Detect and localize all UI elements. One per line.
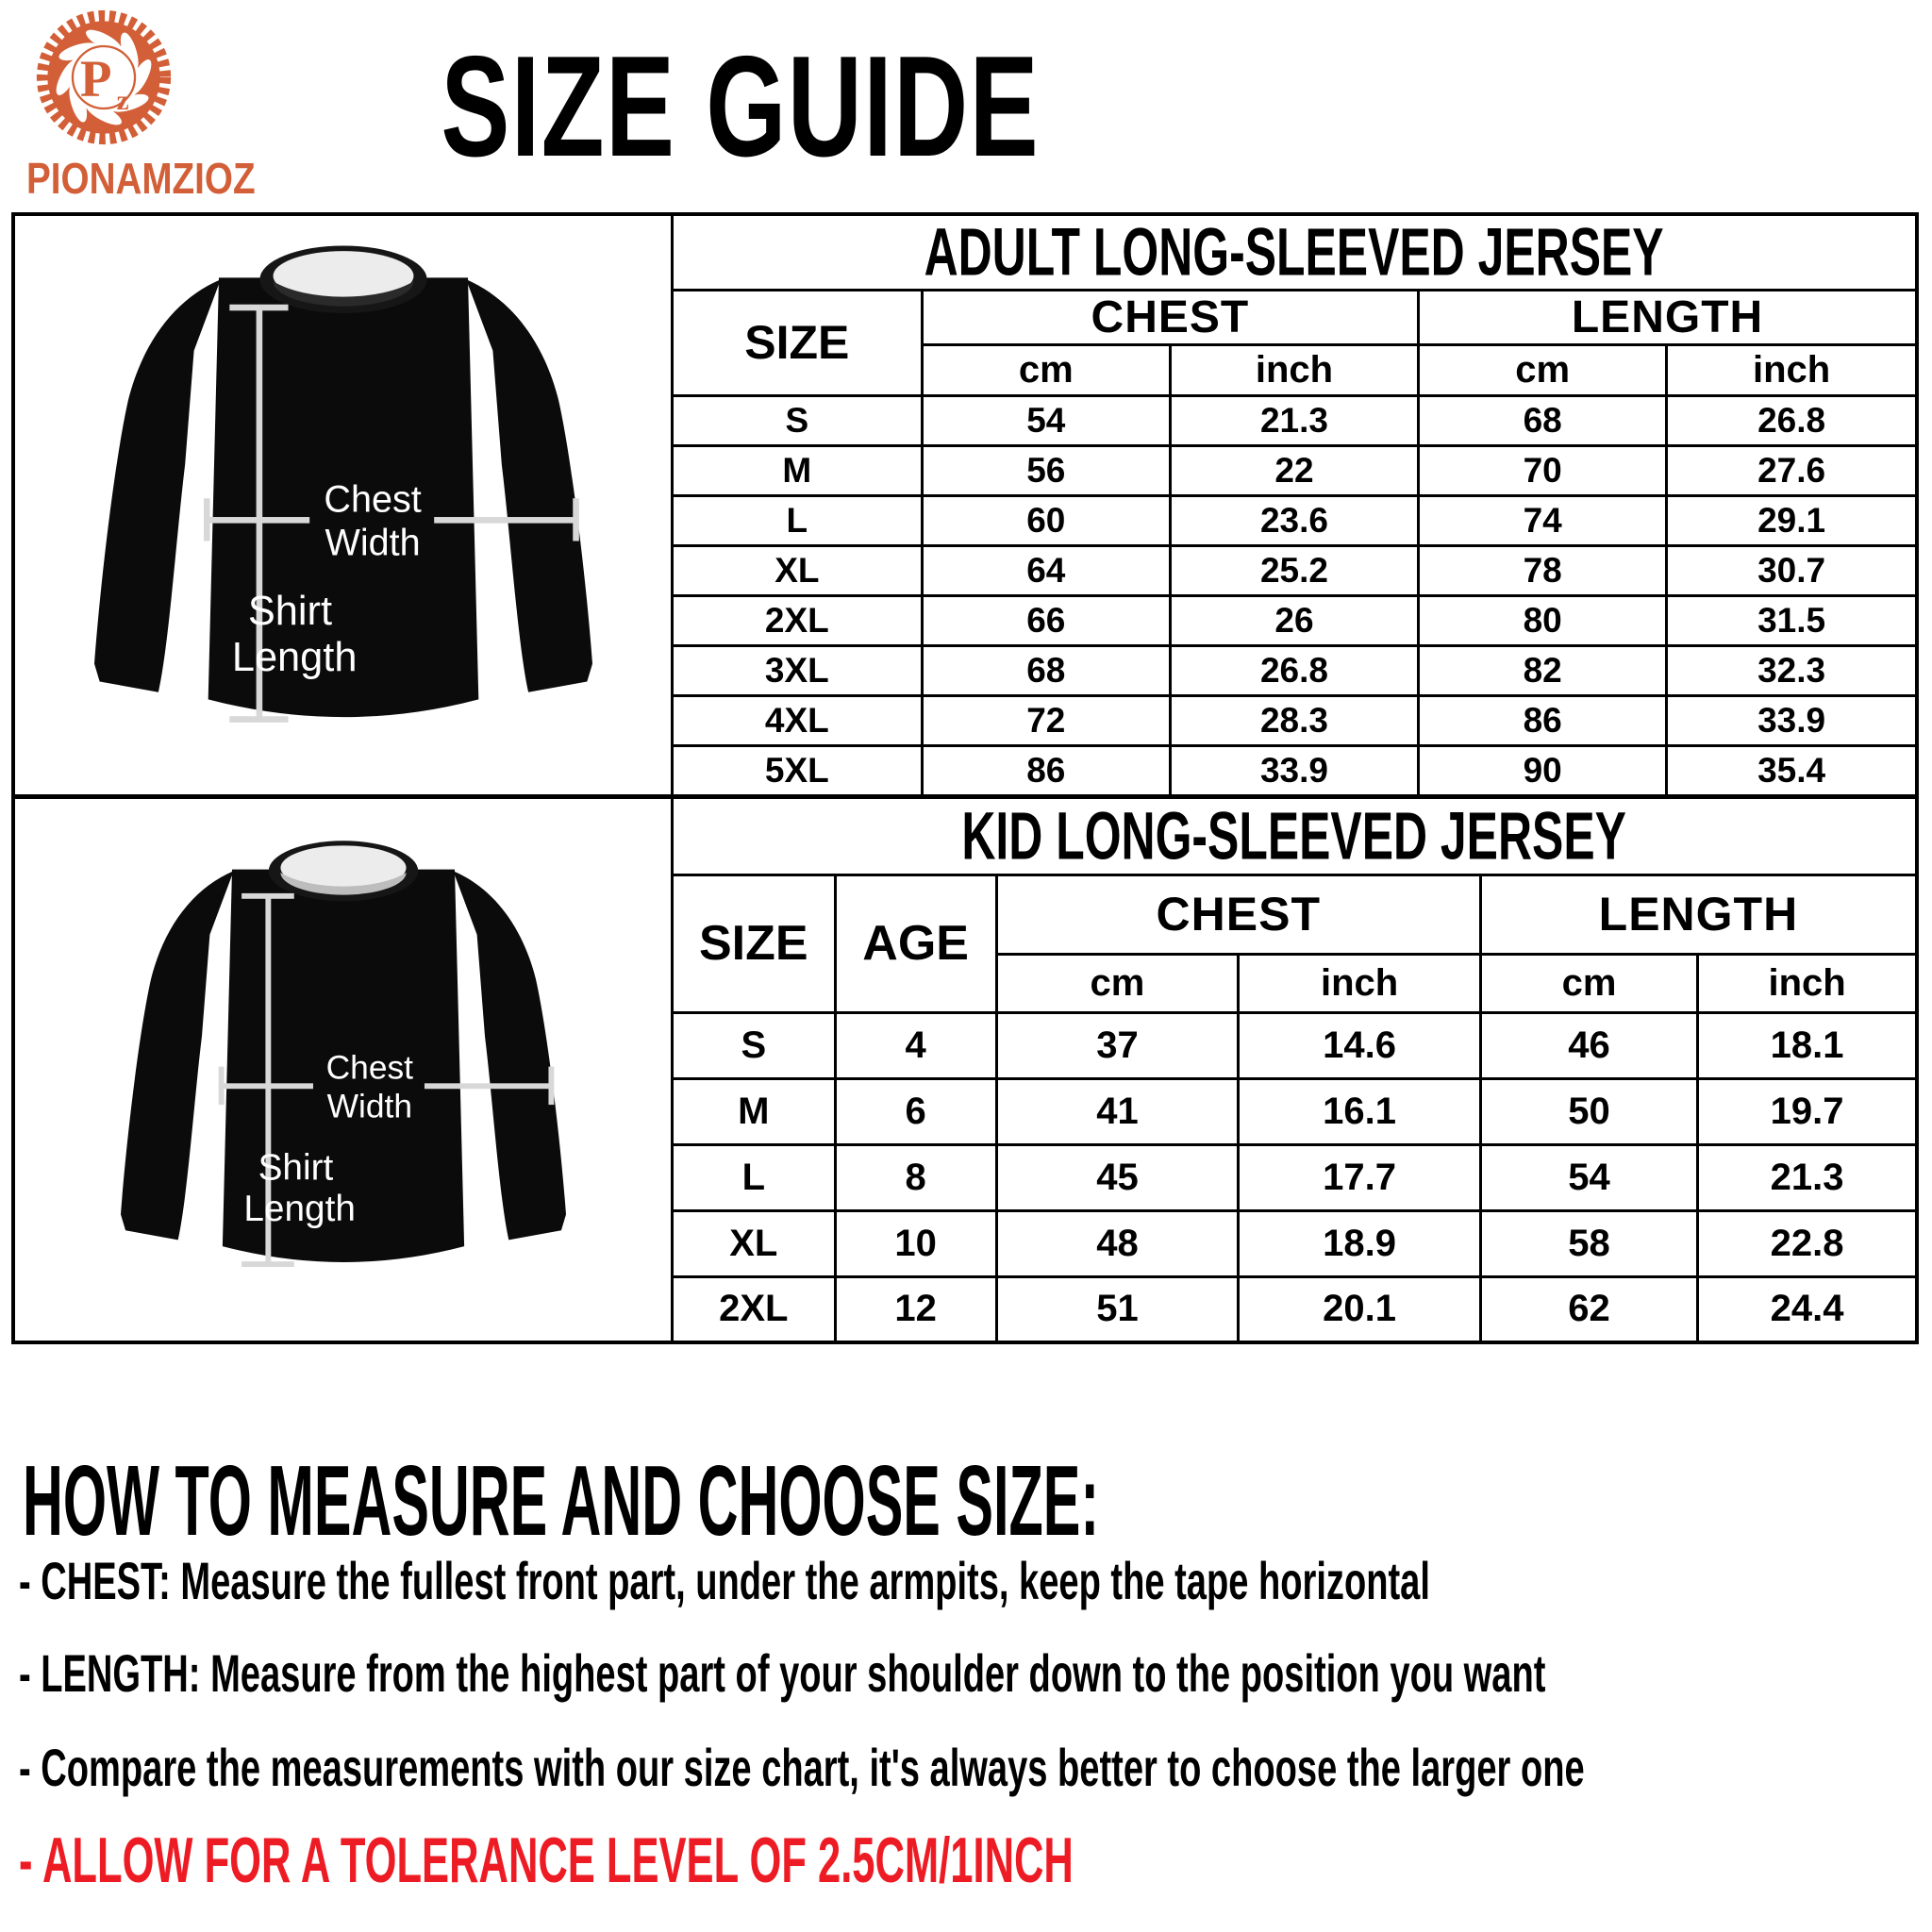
howto-item-text: Measure the fullest front part, under the armpits, keep the tape horizontal	[180, 1551, 1430, 1610]
size-value: M	[674, 1078, 835, 1144]
adult-table-title: ADULT LONG-SLEEVED JERSEY	[674, 216, 1915, 290]
kid-table-title: KID LONG-SLEEVED JERSEY	[674, 799, 1915, 874]
chest-inch-value: 16.1	[1239, 1078, 1481, 1144]
chest-inch-value: 14.6	[1239, 1012, 1481, 1078]
table-row	[674, 595, 1915, 645]
chest-width-label-line1: Chest	[323, 478, 422, 521]
length-cm-value: 54	[1480, 1144, 1697, 1210]
table-row	[674, 395, 1915, 445]
chest-width-label-line2: Width	[325, 522, 421, 564]
chest-inch-value: 26	[1170, 595, 1418, 645]
table-row	[674, 445, 1915, 495]
tolerance-note: - ALLOW FOR A TOLERANCE LEVEL OF 2.5CM/1INCH	[19, 1824, 1074, 1896]
size-value: 2XL	[674, 595, 922, 645]
logo-monogram-sub: z	[116, 85, 129, 116]
adult-size-table-cell	[674, 216, 1915, 799]
shirt-length-label-line2: Length	[231, 635, 357, 681]
howto-item-text: Measure from the highest part of your shoulder down to the position you want	[210, 1643, 1546, 1703]
chest-inch-value: 28.3	[1170, 696, 1418, 746]
table-row	[674, 1210, 1915, 1276]
col-header-chest-cm: cm	[922, 344, 1170, 395]
table-row	[674, 495, 1915, 545]
length-inch-value: 24.4	[1698, 1276, 1915, 1341]
kid-long-sleeve-shirt-illustration	[65, 814, 622, 1325]
col-header-chest: CHEST	[922, 290, 1418, 344]
length-inch-value: 27.6	[1667, 445, 1915, 495]
length-inch-value: 29.1	[1667, 495, 1915, 545]
chest-width-label-line2: Width	[326, 1088, 412, 1125]
age-value: 4	[835, 1012, 996, 1078]
col-header-chest-cm: cm	[996, 954, 1239, 1012]
col-header-age: AGE	[835, 874, 996, 1012]
size-value: 2XL	[674, 1276, 835, 1341]
chest-cm-value: 45	[996, 1144, 1239, 1210]
length-cm-value: 46	[1480, 1012, 1697, 1078]
age-value: 12	[835, 1276, 996, 1341]
chest-cm-value: 51	[996, 1276, 1239, 1341]
length-inch-value: 18.1	[1698, 1012, 1915, 1078]
howto-item-label: - CHEST:	[19, 1551, 171, 1610]
age-value: 10	[835, 1210, 996, 1276]
length-inch-value: 31.5	[1667, 595, 1915, 645]
length-inch-value: 35.4	[1667, 746, 1915, 794]
size-value: XL	[674, 545, 922, 595]
size-value: XL	[674, 1210, 835, 1276]
length-cm-value: 70	[1419, 445, 1667, 495]
logo-monogram-main: P	[79, 49, 112, 108]
size-value: L	[674, 1144, 835, 1210]
chest-inch-value: 18.9	[1239, 1210, 1481, 1276]
chest-inch-value: 25.2	[1170, 545, 1418, 595]
howto-item-chest	[19, 1551, 1932, 1610]
chest-cm-value: 68	[922, 645, 1170, 695]
length-cm-value: 90	[1419, 746, 1667, 794]
size-value: L	[674, 495, 922, 545]
col-header-length: LENGTH	[1419, 290, 1915, 344]
length-inch-value: 33.9	[1667, 696, 1915, 746]
col-header-chest: CHEST	[996, 874, 1480, 954]
size-value: S	[674, 395, 922, 445]
chest-cm-value: 48	[996, 1210, 1239, 1276]
kid-size-table	[674, 799, 1915, 1341]
chest-inch-value: 23.6	[1170, 495, 1418, 545]
table-row	[674, 1012, 1915, 1078]
size-value: 4XL	[674, 696, 922, 746]
shirt-length-label-line1: Shirt	[247, 589, 332, 635]
size-value: 5XL	[674, 746, 922, 794]
length-cm-value: 62	[1480, 1276, 1697, 1341]
brand-name: PIONAMZIOZ	[26, 154, 256, 203]
howto-item-length	[19, 1643, 1932, 1703]
length-cm-value: 68	[1419, 395, 1667, 445]
size-chart-board	[11, 212, 1919, 1344]
length-cm-value: 78	[1419, 545, 1667, 595]
length-cm-value: 80	[1419, 595, 1667, 645]
chest-inch-value: 21.3	[1170, 395, 1418, 445]
chest-width-label-line1: Chest	[325, 1049, 413, 1087]
kid-shirt-diagram	[15, 799, 674, 1341]
table-row	[674, 696, 1915, 746]
size-value: S	[674, 1012, 835, 1078]
length-inch-value: 19.7	[1698, 1078, 1915, 1144]
kid-size-table-cell	[674, 799, 1915, 1341]
length-inch-value: 22.8	[1698, 1210, 1915, 1276]
col-header-length: LENGTH	[1480, 874, 1915, 954]
chest-cm-value: 60	[922, 495, 1170, 545]
col-header-size: SIZE	[674, 290, 922, 395]
adult-long-sleeve-shirt-illustration	[32, 216, 655, 788]
chest-cm-value: 66	[922, 595, 1170, 645]
kid-table-title-row	[674, 799, 1915, 874]
chest-inch-value: 22	[1170, 445, 1418, 495]
age-value: 6	[835, 1078, 996, 1144]
length-cm-value: 86	[1419, 696, 1667, 746]
length-inch-value: 30.7	[1667, 545, 1915, 595]
table-row	[674, 1276, 1915, 1341]
length-cm-value: 50	[1480, 1078, 1697, 1144]
table-row	[674, 1144, 1915, 1210]
adult-table-title-row	[674, 216, 1915, 290]
col-header-chest-inch: inch	[1239, 954, 1481, 1012]
page-title: SIZE GUIDE	[441, 26, 1041, 188]
chest-cm-value: 64	[922, 545, 1170, 595]
adult-table-header-row	[674, 290, 1915, 344]
chest-cm-value: 86	[922, 746, 1170, 794]
chest-cm-value: 56	[922, 445, 1170, 495]
length-cm-value: 82	[1419, 645, 1667, 695]
howto-item-label: -	[19, 1738, 31, 1797]
chest-cm-value: 41	[996, 1078, 1239, 1144]
adult-shirt-diagram	[15, 216, 674, 799]
chest-inch-value: 33.9	[1170, 746, 1418, 794]
size-value: 3XL	[674, 645, 922, 695]
chest-cm-value: 37	[996, 1012, 1239, 1078]
length-cm-value: 58	[1480, 1210, 1697, 1276]
howto-heading: HOW TO MEASURE AND CHOOSE SIZE:	[23, 1445, 1100, 1557]
table-row	[674, 1078, 1915, 1144]
howto-item-label: - LENGTH:	[19, 1643, 201, 1703]
length-inch-value: 26.8	[1667, 395, 1915, 445]
col-header-size: SIZE	[674, 874, 835, 1012]
col-header-length-inch: inch	[1698, 954, 1915, 1012]
length-inch-value: 21.3	[1698, 1144, 1915, 1210]
table-row	[674, 746, 1915, 794]
length-inch-value: 32.3	[1667, 645, 1915, 695]
chest-cm-value: 54	[922, 395, 1170, 445]
table-row	[674, 545, 1915, 595]
kid-table-header-row	[674, 874, 1915, 954]
howto-item-text: Compare the measurements with our size chart, it's always better to choose the larger one	[41, 1738, 1585, 1797]
col-header-chest-inch: inch	[1170, 344, 1418, 395]
size-value: M	[674, 445, 922, 495]
col-header-length-cm: cm	[1480, 954, 1697, 1012]
table-row	[674, 645, 1915, 695]
chest-cm-value: 72	[922, 696, 1170, 746]
chest-inch-value: 26.8	[1170, 645, 1418, 695]
shirt-length-label-line1: Shirt	[258, 1147, 333, 1189]
howto-item-compare	[19, 1738, 1932, 1797]
col-header-length-inch: inch	[1667, 344, 1915, 395]
adult-size-table	[674, 216, 1915, 794]
length-cm-value: 74	[1419, 495, 1667, 545]
age-value: 8	[835, 1144, 996, 1210]
shirt-length-label-line2: Length	[242, 1189, 356, 1230]
chest-inch-value: 17.7	[1239, 1144, 1481, 1210]
col-header-length-cm: cm	[1419, 344, 1667, 395]
chest-inch-value: 20.1	[1239, 1276, 1481, 1341]
